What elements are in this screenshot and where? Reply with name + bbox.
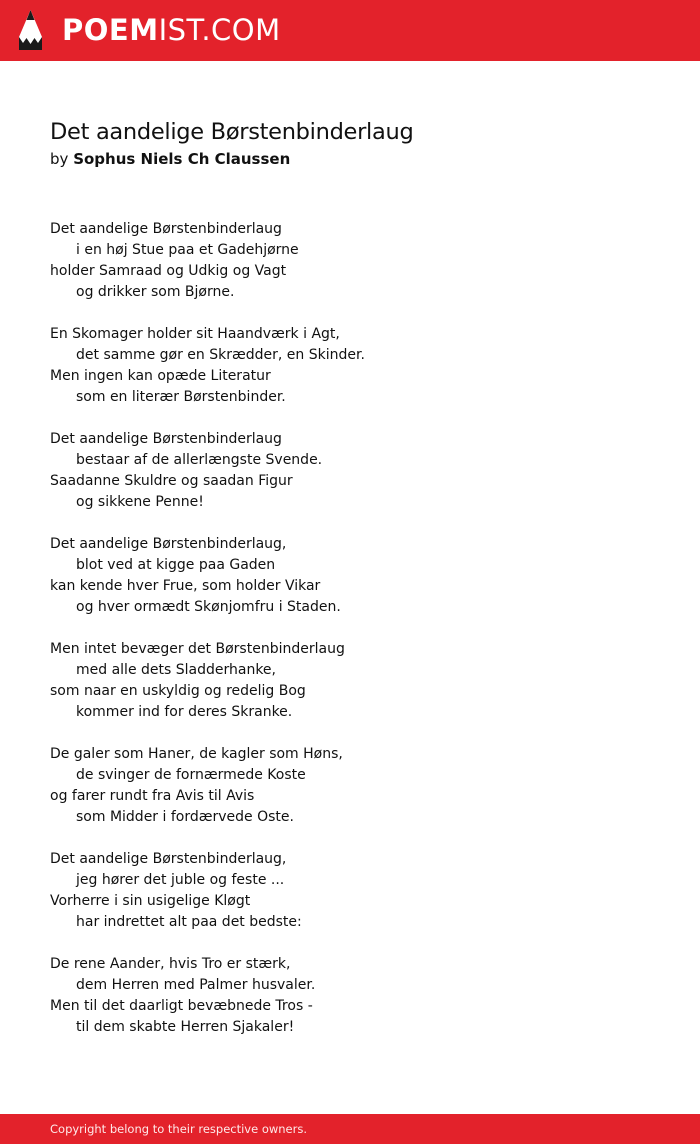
poem-stanza [50,639,670,723]
site-logo-text[interactable] [62,11,281,49]
author-name: Sophus Niels Ch Claussen [73,150,291,168]
poem-line: kommer ind for deres Skranke. [76,704,293,720]
poem-line: som en literær Børstenbinder. [76,389,286,405]
poem-line: som naar en uskyldig og redelig Bog [50,683,306,699]
pencil-tip-icon [18,9,43,51]
logo-light-part: IST.COM [158,13,281,47]
poem-stanza [50,429,670,513]
copyright-notice: Copyright belong to their respective owners. [50,1122,308,1136]
by-label: by [50,150,69,168]
poem-line: Vorherre i sin usigelige Kløgt [50,893,251,909]
poem-stanza [50,954,670,1038]
poem-line: bestaar af de allerlængste Svende. [76,452,323,468]
poem-line: til dem skabte Herren Sjakaler! [76,1019,295,1035]
poem-stanza [50,219,670,303]
poem-line: det samme gør en Skrædder, en Skinder. [76,347,365,363]
poem-title: Det aandelige Børstenbinderlaug [50,119,414,145]
poem-stanza [50,324,670,408]
poem-line: holder Samraad og Udkig og Vagt [50,263,287,279]
poem-line: i en høj Stue paa et Gadehjørne [76,242,299,258]
poem-line: Det aandelige Børstenbinderlaug [50,431,282,447]
poem-line: Men til det daarligt bevæbnede Tros - [50,998,313,1014]
poem-line: De rene Aander, hvis Tro er stærk, [50,956,291,972]
poem-line: de svinger de fornærmede Koste [76,767,306,783]
poem-line: Saadanne Skuldre og saadan Figur [50,473,293,489]
poem-line: De galer som Haner, de kagler som Høns, [50,746,343,762]
poem-line: Men ingen kan opæde Literatur [50,368,271,384]
poem-line: Det aandelige Børstenbinderlaug [50,221,282,237]
poem-stanza [50,849,670,933]
byline [50,149,290,169]
poem-stanza [50,534,670,618]
poem-line: som Midder i fordærvede Oste. [76,809,294,825]
poem-line: Det aandelige Børstenbinderlaug, [50,851,287,867]
poem-line: blot ved at kigge paa Gaden [76,557,276,573]
poem-line: og drikker som Bjørne. [76,284,235,300]
poem-line: dem Herren med Palmer husvaler. [76,977,316,993]
poem-line: En Skomager holder sit Haandværk i Agt, [50,326,340,342]
poem-line: Det aandelige Børstenbinderlaug, [50,536,287,552]
poem-line: og hver ormædt Skønjomfru i Staden. [76,599,341,615]
poem-line: og sikkene Penne! [76,494,204,510]
poem-line: og farer rundt fra Avis til Avis [50,788,255,804]
top-banner [0,0,700,61]
poem-line: med alle dets Sladderhanke, [76,662,276,678]
footer-bar [0,1114,700,1144]
poem-body [50,219,670,1059]
poem-line: kan kende hver Frue, som holder Vikar [50,578,321,594]
poem-line: Men intet bevæger det Børstenbinderlaug [50,641,345,657]
poem-line: jeg hører det juble og feste ... [76,872,285,888]
poem-line: har indrettet alt paa det bedste: [76,914,302,930]
poem-stanza [50,744,670,828]
logo-bold-part: POEM [62,13,159,47]
